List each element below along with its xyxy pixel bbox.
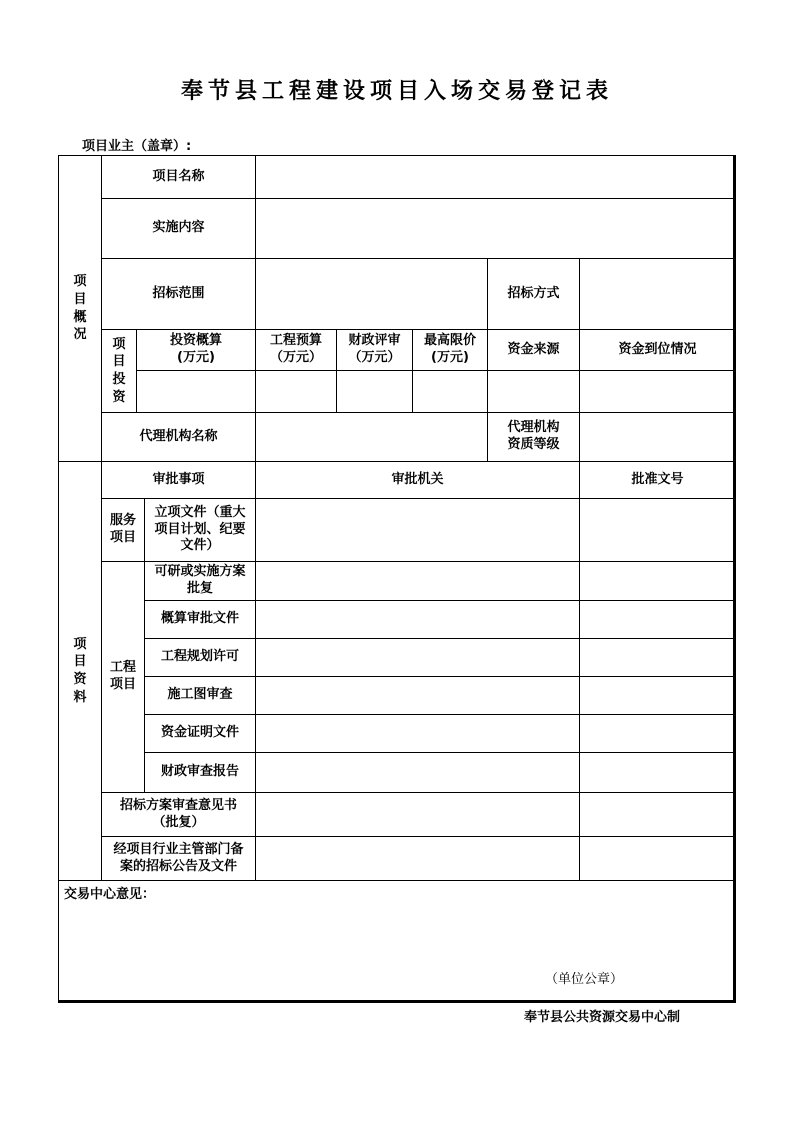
bid-review-doc-field[interactable]: [580, 793, 735, 837]
bid-notice-label: 经项目行业主管部门备 案的招标公告及文件: [102, 837, 256, 881]
engineering-item-label: 可研或实施方案 批复: [145, 562, 256, 601]
opinion-label: 交易中心意见：: [64, 887, 156, 902]
invest-estimate-label: 投资概算 (万元): [137, 330, 256, 371]
invest-section-label: 项 目 投 资: [102, 330, 137, 413]
engineering-group-label: 工程 项目: [102, 562, 145, 793]
engineering-item-doc-field[interactable]: [580, 601, 735, 639]
invest-estimate-field[interactable]: [137, 371, 256, 413]
fund-source-label: 资金来源: [488, 330, 580, 371]
approval-item-header: 审批事项: [102, 462, 256, 499]
agency-level-label: 代理机构 资质等级: [488, 413, 580, 462]
scope-field[interactable]: [256, 259, 488, 330]
finance-review-label: 财政评审 （万元）: [337, 330, 413, 371]
project-name-label: 项目名称: [102, 156, 256, 199]
engineering-item-doc-field[interactable]: [580, 562, 735, 601]
service-item-label: 立项文件（重大 项目计划、纪要 文件）: [145, 499, 256, 562]
engineering-item-authority-field[interactable]: [256, 639, 580, 677]
content-field[interactable]: [256, 199, 735, 259]
footer-issuer: 奉节县公共资源交易中心制: [524, 1010, 681, 1025]
budget-label: 工程预算 （万元）: [256, 330, 337, 371]
bid-review-authority-field[interactable]: [256, 793, 580, 837]
approval-doc-header: 批准文号: [580, 462, 735, 499]
engineering-item-authority-field[interactable]: [256, 601, 580, 639]
service-group-label: 服务 项目: [102, 499, 145, 562]
agency-name-label: 代理机构名称: [102, 413, 256, 462]
engineering-item-label: 施工图审查: [145, 677, 256, 715]
max-price-field[interactable]: [413, 371, 488, 413]
engineering-item-label: 资金证明文件: [145, 715, 256, 753]
engineering-item-authority-field[interactable]: [256, 753, 580, 793]
owner-label: 项目业主（盖章）:: [82, 139, 192, 154]
content-label: 实施内容: [102, 199, 256, 259]
engineering-item-authority-field[interactable]: [256, 715, 580, 753]
overview-section-label: 项 目 概 况: [59, 156, 102, 462]
scope-label: 招标范围: [102, 259, 256, 330]
bid-review-label: 招标方案审查意见书 （批复）: [102, 793, 256, 837]
agency-name-field[interactable]: [256, 413, 488, 462]
fund-status-label: 资金到位情况: [580, 330, 735, 371]
budget-field[interactable]: [256, 371, 337, 413]
engineering-item-doc-field[interactable]: [580, 715, 735, 753]
page-title: 奉节县工程建设项目入场交易登记表: [180, 78, 613, 104]
engineering-item-doc-field[interactable]: [580, 677, 735, 715]
project-name-field[interactable]: [256, 156, 735, 199]
engineering-item-authority-field[interactable]: [256, 562, 580, 601]
engineering-item-doc-field[interactable]: [580, 639, 735, 677]
registration-form: [58, 155, 736, 1003]
method-field[interactable]: [580, 259, 735, 330]
bid-notice-doc-field[interactable]: [580, 837, 735, 881]
fund-status-field[interactable]: [580, 371, 735, 413]
agency-level-field[interactable]: [580, 413, 735, 462]
service-item-authority-field[interactable]: [256, 499, 580, 562]
materials-section-label: 项 目 资 料: [59, 462, 102, 881]
engineering-item-doc-field[interactable]: [580, 753, 735, 793]
engineering-item-label: 财政审查报告: [145, 753, 256, 793]
max-price-label: 最高限价 (万元): [413, 330, 488, 371]
finance-review-field[interactable]: [337, 371, 413, 413]
service-item-doc-field[interactable]: [580, 499, 735, 562]
engineering-item-label: 概算审批文件: [145, 601, 256, 639]
method-label: 招标方式: [488, 259, 580, 330]
fund-source-field[interactable]: [488, 371, 580, 413]
bid-notice-authority-field[interactable]: [256, 837, 580, 881]
engineering-item-label: 工程规划许可: [145, 639, 256, 677]
approval-authority-header: 审批机关: [256, 462, 580, 499]
unit-seal-label: （单位公章）: [545, 972, 624, 987]
engineering-item-authority-field[interactable]: [256, 677, 580, 715]
